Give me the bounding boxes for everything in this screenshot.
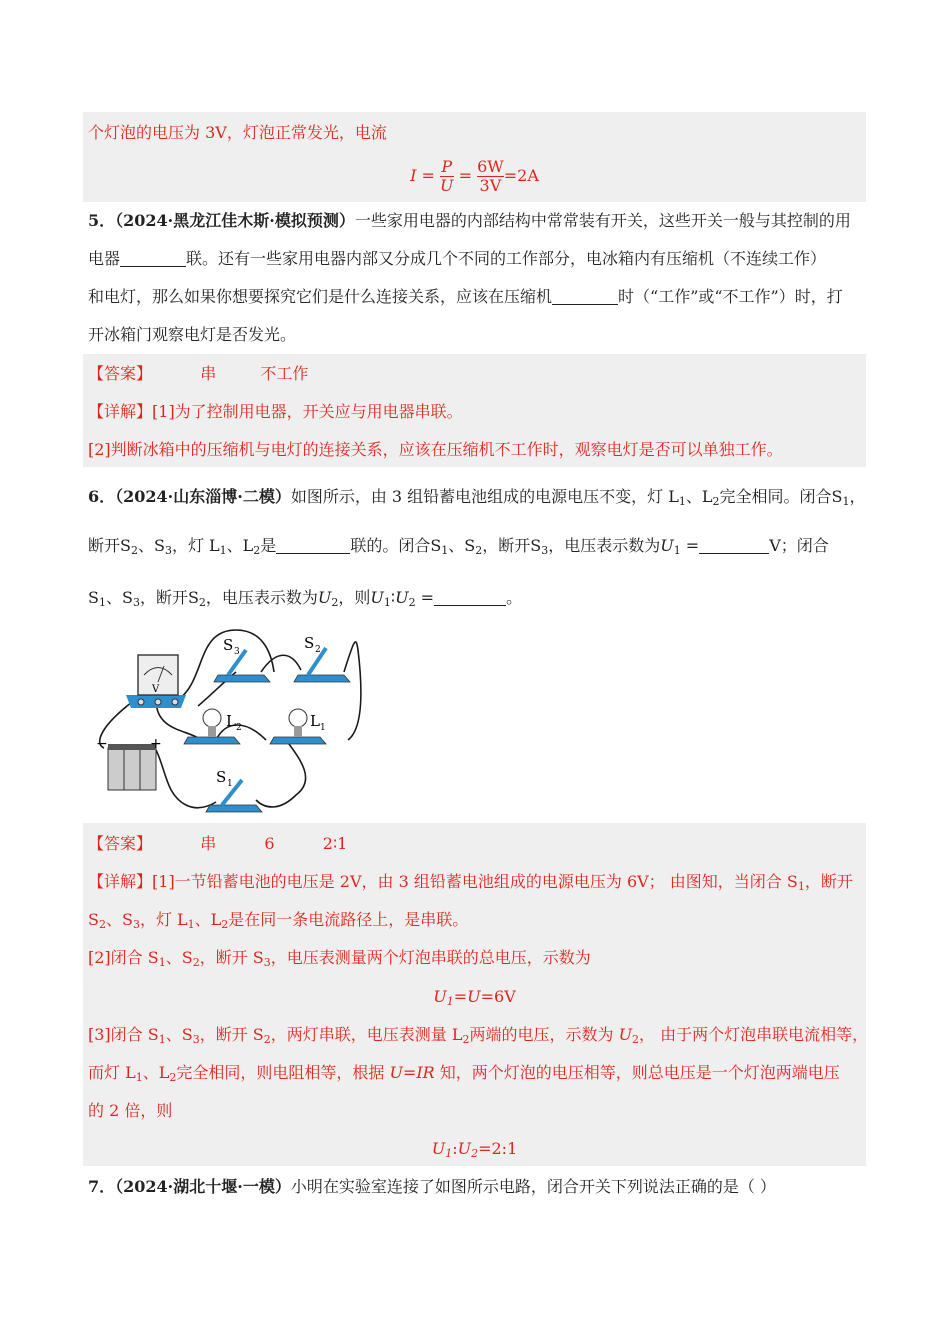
subscript: 1 (98, 596, 106, 609)
formula-text: =6V (480, 987, 516, 1006)
subscript: 1 (673, 544, 681, 557)
switch-s1 (206, 768, 262, 812)
subscript: 2 (632, 1033, 640, 1046)
detail-text: 完全相同，则电阻相等，根据 (176, 1063, 390, 1082)
detail-label: 【详解】 (88, 872, 153, 891)
lamp-label: L (310, 712, 320, 730)
question-text: U (395, 588, 409, 607)
battery-plus: + (150, 736, 162, 752)
question-text: ∶ (390, 588, 396, 607)
question-text: 小明在实验室连接了如图所示电路，闭合开关下列说法正确的是（ ） (290, 1177, 776, 1196)
formula-eq: = (458, 166, 473, 185)
detail-text: 、S (105, 910, 133, 929)
detail-text: ，两灯串联，电压表测量 L (270, 1025, 463, 1044)
subscript: 2 (169, 1071, 177, 1084)
subscript: 2 (221, 918, 229, 931)
q5-detail-1 (88, 402, 463, 422)
question-source: （2024·山东淄博·二模） (115, 487, 291, 506)
answer-blank[interactable] (120, 252, 186, 267)
detail-text: [2]闭合 S (88, 948, 159, 967)
detail-label: 【详解】 (88, 402, 153, 421)
question-text: 、S (105, 588, 133, 607)
detail-text: 两端的电压，示数为 (469, 1025, 619, 1044)
q5-line-1 (88, 211, 851, 231)
subscript: 1 (678, 495, 686, 508)
question-text: 联。还有一些家用电器内部又分成几个不同的工作部分，电冰箱内有压缩机（不连续工作） (186, 249, 827, 268)
circuit-diagram (86, 620, 366, 820)
detail-text: ， 由于两个灯泡串联电流相等， (639, 1025, 869, 1044)
detail-text: 、S (165, 1025, 193, 1044)
subscript: 2 (471, 1147, 479, 1160)
detail-text: S (88, 910, 99, 929)
detail-text: U (618, 1025, 633, 1044)
question-text: U (660, 536, 674, 555)
wire (344, 642, 361, 740)
detail-text: 知，两个灯泡的电压相等，则总电压是一个灯泡两端电压 (434, 1063, 840, 1082)
detail-text: ，断开 (804, 872, 853, 891)
switch-s2 (294, 634, 350, 682)
question-text: 完全相同。闭合S (719, 487, 843, 506)
formula-text: : (452, 1139, 458, 1158)
question-text: 联的。闭合S (350, 536, 442, 555)
question-text: ，断开S (139, 588, 199, 607)
question-text: U (317, 588, 332, 607)
q6-formula-1 (83, 987, 866, 1012)
fraction-values (477, 158, 504, 195)
switch-label: S (223, 636, 234, 654)
q6-line-2 (88, 536, 829, 561)
q7-line-1 (88, 1177, 776, 1197)
question-text: 、S (448, 536, 476, 555)
frac-num: P (441, 157, 453, 176)
subscript: 2 (263, 1033, 271, 1046)
answer-value: 串 (200, 364, 217, 383)
answer-value: 6 (264, 834, 275, 853)
question-text: ，断开S (482, 536, 542, 555)
formula-text: U (431, 1139, 446, 1158)
question-text: ，灯 L (171, 536, 220, 555)
detail-text: ，灯 L (139, 910, 188, 929)
switch-label: S (216, 768, 227, 786)
subscript: 1 (445, 1147, 453, 1160)
formula-text: U (433, 987, 447, 1006)
q5-line-3 (88, 287, 843, 307)
subscript: 3 (263, 956, 271, 969)
detail-text: 、L (194, 910, 222, 929)
question-text: 一些家用电器的内部结构中常常装有开关，这些开关一般与其控制的用 (354, 211, 851, 230)
detail-text: 、L (142, 1063, 170, 1082)
subscript: 1 (135, 1071, 143, 1084)
formula-text: =2:1 (478, 1139, 518, 1158)
question-text: ，则 (338, 588, 371, 607)
question-text: 是 (260, 536, 277, 555)
question-text: 断开S (88, 536, 131, 555)
q5-line-4: 开冰箱门观察电灯是否发光。 (88, 325, 297, 344)
subscript: 2 (198, 596, 206, 609)
q6-detail-1 (88, 872, 853, 897)
subscript: 1 (441, 544, 449, 557)
voltmeter (126, 655, 186, 708)
question-text: 如图所示，由 3 组铅蓄电池组成的电源电压不变，灯 L (290, 487, 679, 506)
battery-minus: − (96, 736, 108, 752)
question-text: 和电灯，那么如果你想要探究它们是什么连接关系，应该在压缩机 (88, 287, 553, 306)
q6-line-1 (88, 487, 866, 512)
lamp-label: L (226, 712, 236, 730)
subscript: 1 (842, 495, 850, 508)
detail-text: 是在同一条电流路径上，是串联。 (228, 910, 469, 929)
top-line-1: 个灯泡的电压为 3V，灯泡正常发光，电流 (88, 123, 387, 142)
q6-detail-4 (88, 1025, 868, 1050)
subscript: 1 (797, 880, 805, 893)
switch-label: S (304, 634, 315, 652)
formula-text: U (467, 987, 481, 1006)
subscript: 1 (446, 995, 454, 1008)
detail-text: U=IR (389, 1063, 435, 1082)
frac-den: U (440, 176, 454, 195)
switch-s3 (214, 636, 270, 682)
subscript: 3 (164, 544, 172, 557)
formula-eq: = (421, 166, 435, 185)
subscript: 3 (132, 918, 140, 931)
q6-detail-6: 的 2 倍，则 (88, 1101, 173, 1120)
question-text: V；闭合 (769, 536, 829, 555)
subscript: 2 (331, 596, 339, 609)
q5-line-2 (88, 249, 826, 269)
question-text: 电器 (88, 249, 121, 268)
question-number: 5． (88, 211, 116, 230)
subscript: 2 (130, 544, 138, 557)
q6-answer (88, 834, 347, 854)
question-text: ，电压表示数为 (548, 536, 661, 555)
answer-value: 不工作 (260, 364, 309, 383)
question-text: = (680, 536, 700, 555)
subscript: 1 (187, 918, 195, 931)
q6-detail-2 (88, 910, 468, 935)
voltmeter-label: V (152, 684, 160, 695)
formula-text: = (453, 987, 468, 1006)
question-text: 、S (137, 536, 165, 555)
frac-num: 6W (477, 157, 504, 176)
frac-den: 3V (477, 176, 504, 195)
answer-label: 【答案】 (88, 364, 153, 383)
detail-text: ，断开 S (199, 1025, 264, 1044)
subscript: 2 (98, 918, 106, 931)
answer-label: 【答案】 (88, 834, 153, 853)
question-source: （2024·湖北十堰·一模） (115, 1177, 291, 1196)
subscript: 2 (408, 596, 416, 609)
answer-value: 2∶1 (322, 834, 348, 853)
subscript: 3 (192, 1033, 200, 1046)
subscript: 2 (253, 544, 261, 557)
detail-text: [1]一节铅蓄电池的电压是 2V，由 3 组铅蓄电池组成的电源电压为 6V； 由图知，当闭合 S (152, 872, 798, 891)
subscript: 2 (462, 1033, 470, 1046)
subscript: 2 (475, 544, 483, 557)
answer-value: 串 (200, 834, 217, 853)
q6-line-3 (88, 588, 522, 613)
fraction-p-u (440, 158, 453, 195)
subscript: 1 (383, 596, 391, 609)
q5-answer (88, 364, 308, 384)
wire (156, 750, 216, 808)
answer-blank[interactable] (552, 290, 618, 305)
formula-result: =2A (503, 166, 539, 185)
lamp-label-sub: 2 (236, 723, 242, 733)
q6-formula-2 (83, 1139, 866, 1164)
question-source: （2024·黑龙江佳木斯·模拟预测） (115, 211, 355, 230)
switch-label-sub: 3 (234, 647, 240, 657)
top-formula (83, 158, 866, 195)
subscript: 3 (541, 544, 549, 557)
answer-blank[interactable] (276, 539, 350, 554)
q6-detail-3 (88, 948, 591, 973)
detail-text: ，电压表测量两个灯泡串联的总电压，示数为 (270, 948, 591, 967)
question-text: 、L (685, 487, 713, 506)
subscript: 1 (158, 1033, 166, 1046)
question-text: 时（“工作”或“不工作”）时，打 (618, 287, 843, 306)
question-text: S (88, 588, 99, 607)
question-text: ， (849, 487, 866, 506)
subscript: 1 (219, 544, 227, 557)
formula-lhs: I (410, 166, 417, 185)
question-number: 7． (88, 1177, 116, 1196)
battery (96, 736, 162, 790)
question-text: U (370, 588, 384, 607)
detail-text: 、S (165, 948, 193, 967)
subscript: 1 (158, 956, 166, 969)
question-text: 。 (506, 588, 523, 607)
detail-text: 而灯 L (88, 1063, 136, 1082)
question-text: = (415, 588, 435, 607)
wire (261, 655, 301, 672)
answer-blank[interactable] (434, 591, 506, 606)
wire (256, 740, 306, 807)
switch-label-sub: 1 (227, 779, 233, 789)
lamp-l2 (184, 709, 242, 744)
lamp-l1 (270, 709, 326, 744)
question-text: ，电压表示数为 (205, 588, 318, 607)
question-number: 6． (88, 487, 116, 506)
q5-detail-2: [2]判断冰箱中的压缩机与电灯的连接关系，应该在压缩机不工作时，观察电灯是否可以单独工作。 (88, 440, 783, 459)
answer-blank[interactable] (699, 539, 769, 554)
detail-text: [1]为了控制用电器，开关应与用电器串联。 (152, 402, 463, 421)
switch-label-sub: 2 (315, 645, 321, 655)
lamp-label-sub: 1 (320, 723, 326, 733)
subscript: 3 (132, 596, 140, 609)
detail-text: ，断开 S (199, 948, 264, 967)
formula-text: U (457, 1139, 472, 1158)
subscript: 2 (192, 956, 200, 969)
question-text: 、L (226, 536, 254, 555)
q6-detail-5 (88, 1063, 840, 1088)
subscript: 2 (712, 495, 720, 508)
detail-text: [3]闭合 S (88, 1025, 159, 1044)
